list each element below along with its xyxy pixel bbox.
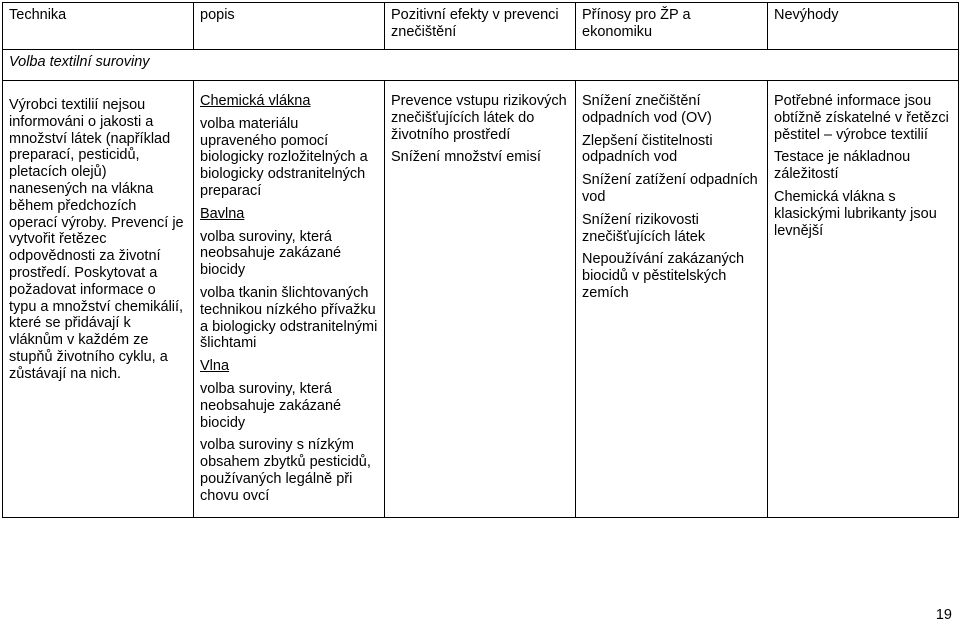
popis-heading-vlna: Vlna <box>200 358 230 375</box>
section-title: Volba textilní suroviny <box>3 50 959 81</box>
header-pozitivni-efekty: Pozitivní efekty v prevenci znečištění <box>385 3 576 50</box>
list-item: Testace je nákladnou záležitostí <box>774 149 911 183</box>
header-row <box>3 3 959 50</box>
popis-paragraph: volba materiálu upraveného pomocí biologicky rozložitelných a biologicky odstranitelných preparací <box>200 115 368 199</box>
list-item: Nepoužívání zakázaných biocidů v pěstitelských zemích <box>582 251 745 301</box>
header-technika: Technika <box>3 3 194 50</box>
technika-cell <box>3 81 194 518</box>
pozitivni-efekty-cell <box>385 81 576 518</box>
header-prinosy: Přínosy pro ŽP a ekonomiku <box>576 3 768 50</box>
prinosy-cell <box>576 81 768 518</box>
header-popis: popis <box>194 3 385 50</box>
list-item: Chemická vlákna s klasickými lubrikanty jsou levnější <box>774 188 937 239</box>
popis-heading-chemicka-vlakna: Chemická vlákna <box>200 93 311 109</box>
list-item: Snížení množství emisí <box>391 149 541 166</box>
popis-paragraph: volba suroviny, která neobsahuje zakázané biocidy <box>200 380 342 431</box>
list-item: Snížení rizikovosti znečišťujících látek <box>582 211 706 245</box>
list-item: Zlepšení čistitelnosti odpadních vod <box>582 132 713 166</box>
technika-text: Výrobci textilií nejsou informováni o jakosti a množství látek (například preparací, pesticidů, pletacích olejů) nanesených na vlákna během předchozích operací výroby. Prevencí je vytvořit řetězec odpovědnosti za životní prostředí. Poskytovat a požadovat informace o typu a množství chemikálií, které se přidávají k vláknům v každém ze stupňů životního cyklu, a zůstávají na nich. <box>9 97 184 382</box>
list-item: Potřebné informace jsou obtížně získatelné v řetězci pěstitel – výrobce textilií <box>774 93 949 143</box>
header-nevyhody: Nevýhody <box>768 3 959 50</box>
popis-cell <box>194 81 385 518</box>
techniques-table <box>2 2 959 518</box>
nevyhody-cell <box>768 81 959 518</box>
list-item: Snížení zatížení odpadních vod <box>582 172 758 205</box>
page-number: 19 <box>935 607 952 623</box>
content-row <box>3 81 959 518</box>
list-item: Prevence vstupu rizikových znečišťujících látek do životního prostředí <box>391 93 567 143</box>
popis-paragraph: volba suroviny, která neobsahuje zakázané biocidy <box>200 228 342 279</box>
popis-heading-bavlna: Bavlna <box>200 205 245 222</box>
list-item: Snížení znečištění odpadních vod (OV) <box>582 93 712 126</box>
popis-paragraph: volba suroviny s nízkým obsahem zbytků pesticidů, používaných legálně při chovu ovcí <box>200 437 371 504</box>
popis-paragraph: volba tkanin šlichtovaných technikou nízkého přívažku a biologicky odstranitelnými šlichtami <box>200 284 378 352</box>
section-row <box>3 50 959 81</box>
